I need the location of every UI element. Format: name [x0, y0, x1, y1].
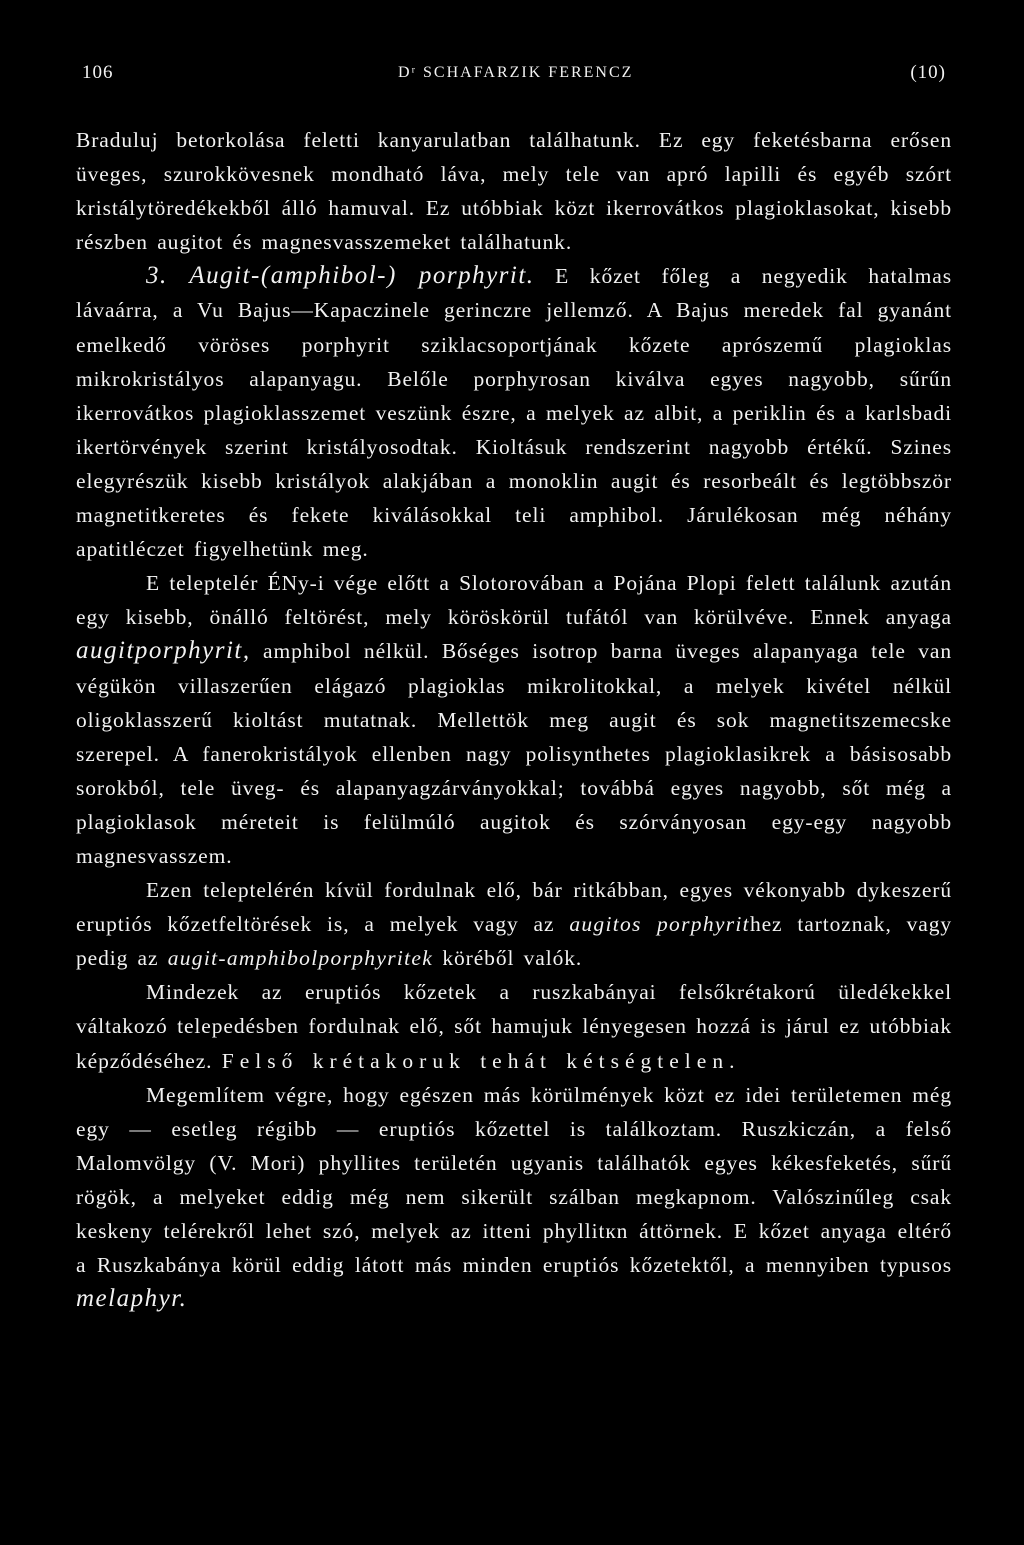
paragraph-3: [76, 566, 952, 873]
running-head-author: Dʳ SCHAFARZIK FERENCZ: [398, 64, 634, 81]
paragraph-2-text: E kőzet főleg a negyedik hatalmas lávaárra, a Vu Bajus—Kapaczinele gerinczre jellemző. A Bajus meredek fal gyanánt emelkedő vöröses porphyrit sziklacsoportjának kőzete aprószemű plagioklas mikrokristályos alapanyagu. Belőle porphyrosan kiválva egyes nagyobb, sűrűn ikerrovátkos plagioklasszemet veszünk észre, a melyek az albit, a periklin és a karlsbadi ikertörvények szerint kristályosodtak. Kioltásuk rendszerint nagyobb értékű. Szines elegyrészük kisebb kristályok alakjában a monoklin augit és resorbeált és legtöbbször magnetitkeretes és fekete kiválásokkal teli amphibol. Járulékosan még néhány apatitléczet figyelhetünk meg.: [76, 264, 953, 562]
rock-name-augit-amphibolporphyritek: augit-amphibolporphyritek: [167, 946, 434, 971]
paragraph-2: [76, 259, 952, 566]
page-number: 106: [82, 62, 114, 83]
paragraph-5: [76, 975, 952, 1077]
rock-name-augitporphyrit: augitporphyrit,: [76, 637, 251, 665]
paragraph-6: [76, 1078, 952, 1317]
paragraph-1: Braduluj betorkolása feletti kanyarulatban találhatunk. Ez egy feketésbarna erősen üveges, szurokkövesnek mondható láva, mely tele van apró lapilli és egyéb szórt kristálytöredékekből álló hamuval. Ez utóbbiak közt ikerrovátkos plagioklasokat, kisebb részben augitot és magnesvasszemeket találhatunk.: [76, 128, 952, 255]
paragraph-4: [76, 873, 952, 975]
body-text: [76, 123, 952, 1316]
paragraph-4-e: köréből valók.: [433, 946, 583, 971]
spaced-emphasis: Felső krétakoruk tehát kétségtelen.: [221, 1048, 741, 1073]
paragraph-6-a: Megemlítem végre, hogy egészen más körülmények közt ez idei területemen még egy — esetleg régibb — eruptiós kőzettel is találkoztam. Ruszkiczán, a felső Malomvölgy (V. Mori) phyllites területén ugyanis találhatók egyes kékesfeketés, sűrű rögök, a melyeket eddig még nem sikerült szálban megkapnom. Valószinűleg csak keskeny telérekről lehet szó, melyek az itteni phyllitкn áttörnek. E kőzet anyaga eltérő a Ruszkabánya körül eddig látott más minden eruptiós kőzetektől, a mennyiben typusos: [76, 1082, 952, 1278]
paragraph-4-a: Ezen teleptelérén kívül fordulnak elő, bár ritkábban, egyes vékonyabb dykeszerű eruptiós kőzetfeltörések is, a melyek vagy az: [76, 878, 952, 937]
rock-name-melaphyr: melaphyr.: [76, 1285, 188, 1313]
paragraph-4-c: hez tartoznak, vagy pedig az: [76, 912, 952, 971]
paragraph-3-c: amphibol nélkül. Bőséges isotrop barna üveges alapanyaga tele van végükön villaszerűen elágazó plagioklas mikrolitokkal, a melyek kivétel nélkül oligoklasszerű kioltást mutatnak. Mellettök meg augit és sok magnetitszemecske szerepel. A fanerokristályok ellenben nagy polisynthetes plagioklasikrek a básisosabb sorokból, tele üveg- és alapanyagzárványokkal; továbbá egyes nagyobb, sőt még a plagioklasok méreteit is felülmúló augitok és szórványosan egy-egy nagyobb magnesvasszem.: [76, 639, 952, 868]
section-heading: 3. Augit-(amphibol-) porphyrit.: [146, 262, 535, 290]
rock-name-augitos-porphyrit: augitos porphyrit: [569, 912, 750, 937]
book-page: [76, 0, 956, 1545]
paragraph-3-a: E teleptelér ÉNy-i vége előtt a Slotorovában a Pojána Plopi felett találunk azután egy kisebb, önálló feltörést, mely köröskörül tufától van körülvéve. Ennek anyaga: [76, 571, 952, 630]
paragraph-5-a: Mindezek az eruptiós kőzetek a ruszkabányai felsőkrétakorú üledékekkel váltakozó telepedésben fordulnak elő, sőt hamujuk lényegesen hozzá is járul ez utóbbiak képződéséhez.: [76, 980, 952, 1073]
running-head: [76, 62, 956, 90]
section-number: (10): [910, 62, 946, 83]
